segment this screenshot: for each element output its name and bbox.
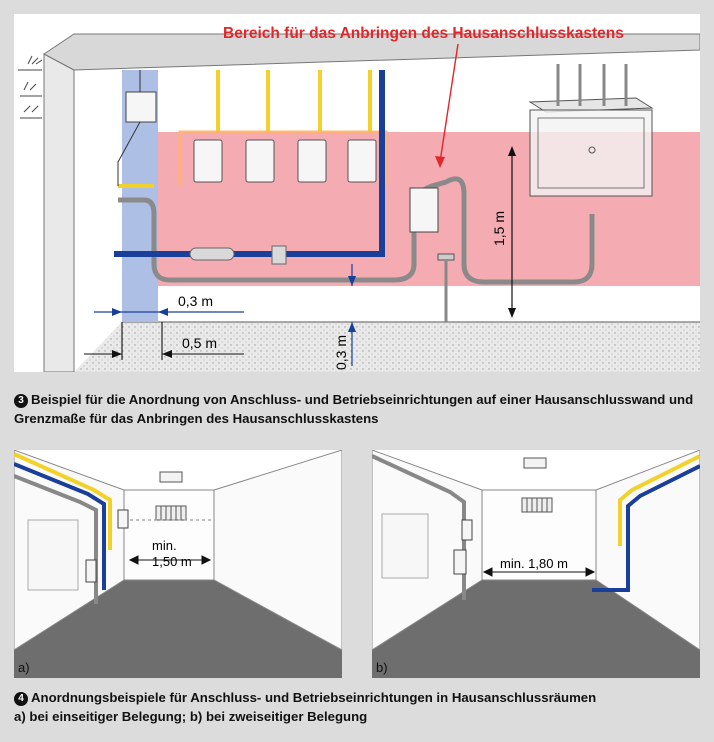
dimension-wall-label: 0,3 m bbox=[178, 293, 214, 309]
room-b-dim: min. 1,80 m bbox=[500, 556, 568, 571]
room-b-label: b) bbox=[376, 660, 388, 675]
figure-4a-room bbox=[14, 450, 342, 678]
caption-text: Beispiel für die Anordnung von Anschluss- und Betriebseinrichtungen auf einer Hausanschlusswand und Grenzmaße für das Anbringen des Hausanschlusskastens bbox=[14, 392, 694, 426]
caption-number: 4 bbox=[14, 692, 28, 706]
caption-number: 3 bbox=[14, 394, 28, 408]
caption-line1: Anordnungsbeispiele für Anschluss- und Betriebseinrichtungen in Hausanschlussräumen bbox=[31, 690, 597, 705]
room-a-dim-line1: min. bbox=[152, 538, 177, 553]
floor-slab bbox=[74, 322, 700, 372]
figure-4b-room bbox=[372, 450, 700, 678]
room-a-label: a) bbox=[18, 660, 30, 675]
caption-figure-4 bbox=[14, 688, 704, 726]
room-a-dim-line2: 1,50 m bbox=[152, 554, 192, 569]
junction-box bbox=[126, 92, 156, 122]
caption-figure-3 bbox=[14, 390, 704, 428]
room-b-svg bbox=[372, 450, 700, 678]
dimension-floor-label: 0,5 m bbox=[182, 335, 218, 351]
side-wall bbox=[44, 54, 74, 372]
dimension-vertical-label: 1,5 m bbox=[491, 210, 507, 246]
dimension-floor-height-label: 0,3 m bbox=[333, 334, 349, 370]
caption-line2: a) bei einseitiger Belegung; b) bei zweiseitiger Belegung bbox=[14, 709, 368, 724]
service-connection-box bbox=[410, 188, 438, 232]
outside-grass bbox=[18, 56, 42, 118]
area-label: Bereich für das Anbringen des Hausanschlusskastens bbox=[223, 25, 624, 42]
wall-diagram-svg bbox=[14, 14, 700, 372]
figure-3-wall-diagram bbox=[14, 14, 700, 372]
meter-cabinet bbox=[530, 64, 652, 196]
room-a-svg bbox=[14, 450, 342, 678]
